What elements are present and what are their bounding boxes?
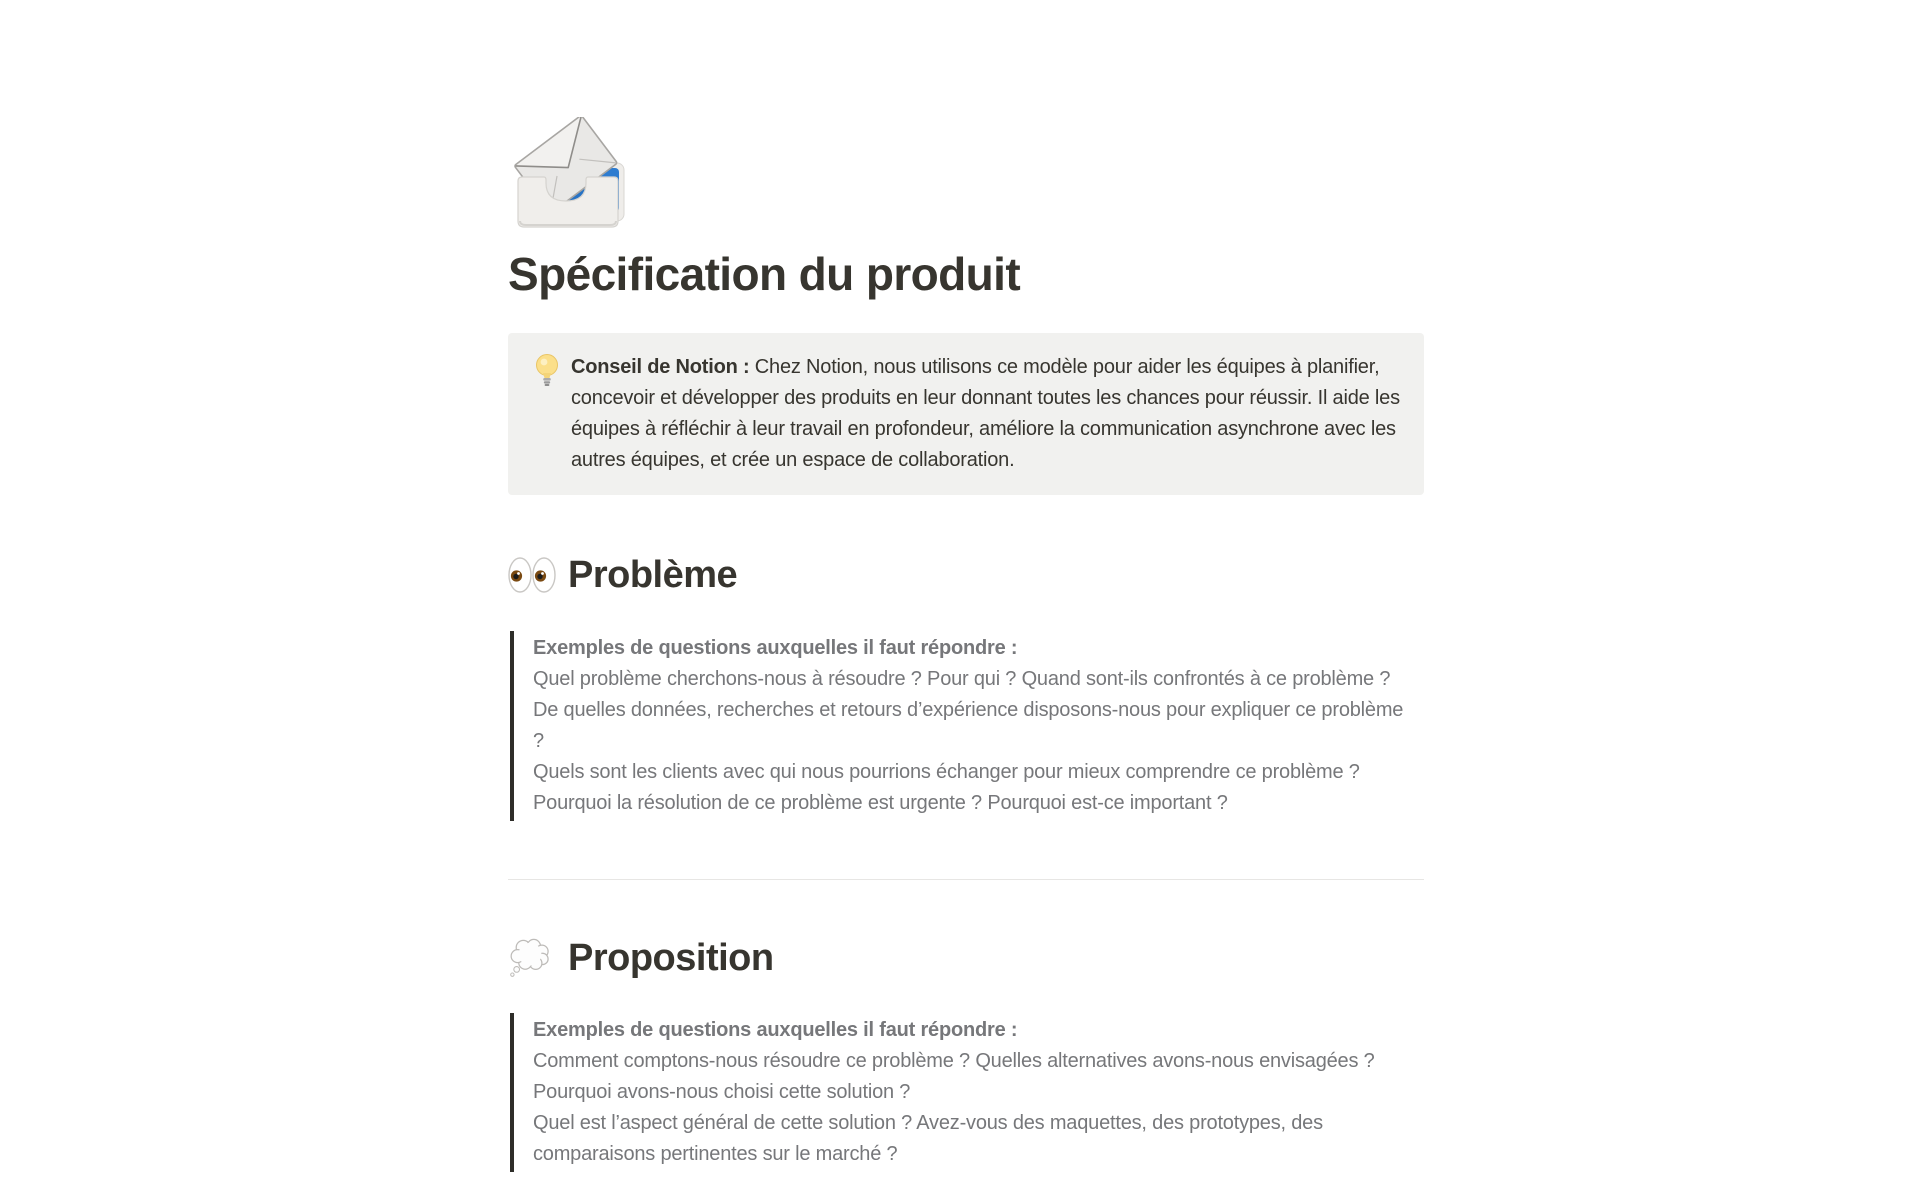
section-heading-probleme[interactable] <box>508 551 1424 599</box>
section-title: Problème <box>568 554 738 596</box>
thought-balloon-emoji <box>508 938 552 978</box>
notion-tip-callout[interactable] <box>508 333 1424 495</box>
quote-lead: Exemples de questions auxquelles il faut répondre : <box>533 636 1018 659</box>
probleme-quote-block[interactable] <box>510 631 1410 821</box>
proposition-quote-block[interactable] <box>510 1013 1410 1172</box>
light-bulb-icon <box>534 353 560 387</box>
quote-line: De quelles données, recherches et retours d’expérience disposons-nous pour expliquer ce problème ? <box>533 698 1404 752</box>
section-heading-proposition[interactable] <box>508 934 1424 982</box>
quote-line: Quels sont les clients avec qui nous pourrions échanger pour mieux comprendre ce problème ? <box>533 760 1360 783</box>
quote-lead: Exemples de questions auxquelles il faut répondre : <box>533 1019 1018 1042</box>
section-title: Proposition <box>568 936 774 979</box>
quote-line: Pourquoi la résolution de ce problème est urgente ? Pourquoi est-ce important ? <box>533 791 1228 814</box>
quote-line: Comment comptons-nous résoudre ce problème ? Quelles alternatives avons-nous envisagées ? Pourquoi avons-nous choisi cette solution ? <box>533 1050 1375 1104</box>
eyes-emoji <box>508 555 556 595</box>
callout-lead: Conseil de Notion : <box>571 356 750 378</box>
inbox-envelope-icon[interactable] <box>508 117 628 231</box>
quote-line: Quel problème cherchons-nous à résoudre ? Pour qui ? Quand sont-ils confrontés à ce problème ? <box>533 667 1391 690</box>
page-title[interactable]: Spécification du produit <box>508 248 1021 300</box>
quote-line: Quel est l’aspect général de cette solution ? Avez-vous des maquettes, des prototypes, des comparaisons pertinentes sur le marché ? <box>533 1112 1323 1166</box>
callout-text <box>571 352 1406 476</box>
divider <box>508 879 1424 880</box>
callout-body: Chez Notion, nous utilisons ce modèle pour aider les équipes à planifier, concevoir et développer des produits en leur donnant toutes les chances pour réussir. Il aide les équipes à réfléchir à leur travail en profondeur, améliore la communication asynchrone avec les autres équipes, et crée un espace de collaboration. <box>571 356 1400 471</box>
notion-page <box>508 0 1424 1172</box>
